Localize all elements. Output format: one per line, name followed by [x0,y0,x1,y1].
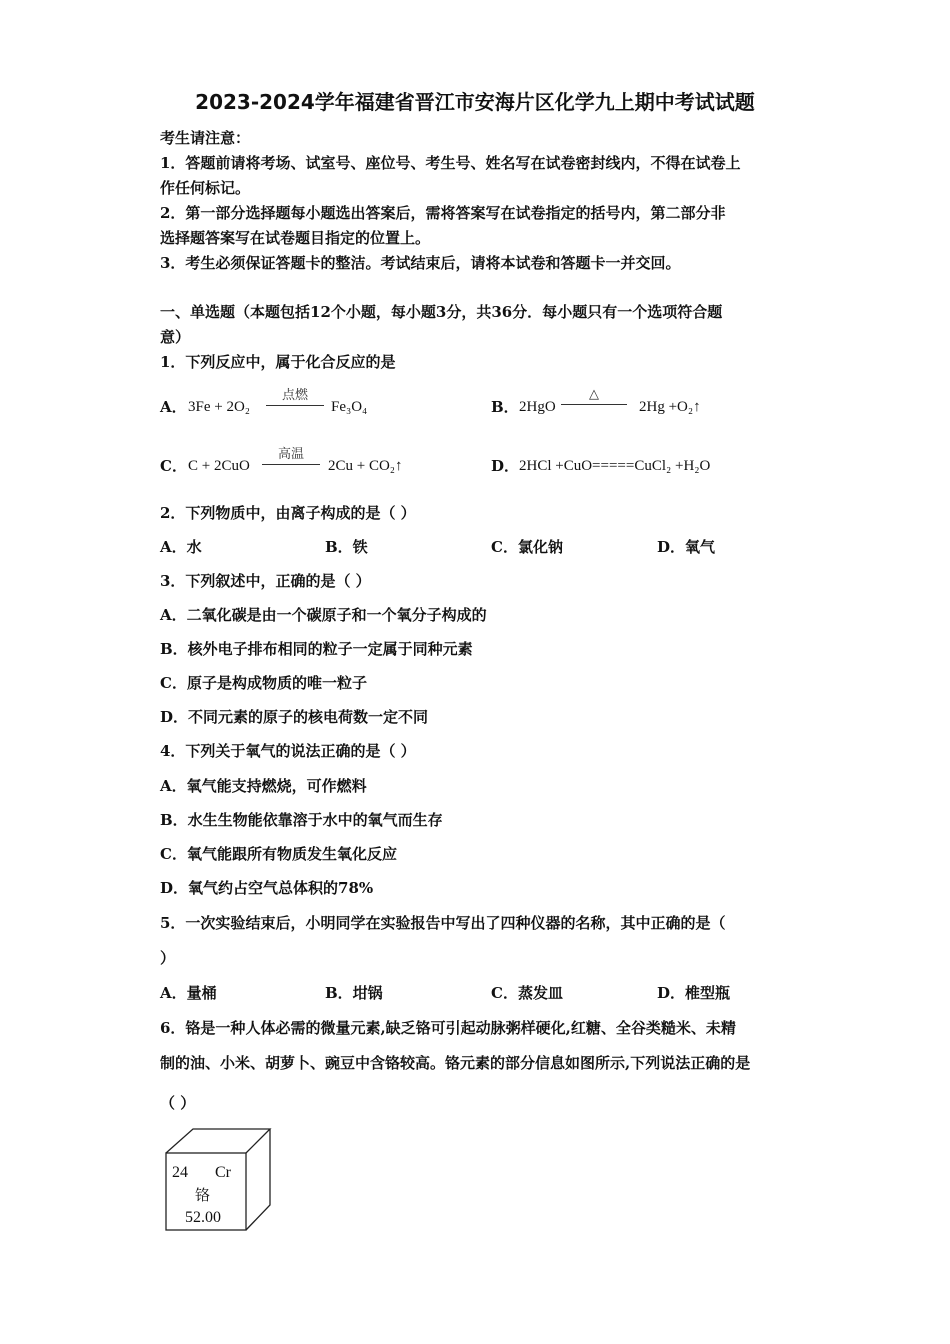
q1-option-d-label: D． [491,457,520,475]
q1-option-a-label: A． [160,398,187,416]
element-atomic-number: 24 [172,1164,188,1181]
q4-option-a: A．氧气能支持燃烧，可作燃料 [160,777,367,795]
q1-option-b-label: B． [491,398,519,416]
element-symbol: Cr [215,1164,231,1181]
q2-option-a: A．水 [160,538,202,556]
element-name: 铬 [195,1186,211,1204]
q1-option-b-condition: △ [589,387,599,402]
question-2-stem: 2．下列物质中，由离子构成的是（ ） [160,504,416,522]
question-4-stem: 4．下列关于氧气的说法正确的是（ ） [160,742,416,760]
q5-option-d: D．椎型瓶 [657,984,731,1002]
q4-option-b: B．水生生物能依靠溶于水中的氧气而生存 [160,811,443,829]
q1-option-a-reactants: 3Fe + 2O₂ [188,399,251,415]
q5-option-b: B．坩锅 [325,984,383,1002]
q4-option-c: C．氧气能跟所有物质发生氧化反应 [160,845,397,863]
q2-option-d: D．氧气 [657,538,716,556]
q1-option-c-label: C． [160,457,187,475]
chromium-element-card [160,1125,275,1237]
question-5-stem-line-1: 5．一次实验结束后，小明同学在实验报告中写出了四种仪器的名称，其中正确的是（ [160,914,726,932]
notice-line-1: 1．答题前请将考场、试室号、座位号、考生号、姓名写在试卷密封线内，不得在试卷上 [160,154,741,172]
q1-option-c-condition: 高温 [277,447,304,462]
question-3-stem: 3．下列叙述中，正确的是（ ） [160,572,371,590]
notice-line-3: 2．第一部分选择题每小题选出答案后，需将答案写在试卷指定的括号内，第二部分非 [160,204,726,222]
q3-option-d: D．不同元素的原子的核电荷数一定不同 [160,708,429,726]
q3-option-a: A．二氧化碳是由一个碳原子和一个氧分子构成的 [160,606,487,624]
exam-title: 2023-2024学年福建省晋江市安海片区化学九上期中考试试题 [195,90,755,114]
q2-option-c: C．氯化钠 [491,538,563,556]
q2-option-b: B．铁 [325,538,368,556]
question-5-stem-line-2: ） [160,949,176,967]
question-1-stem: 1．下列反应中，属于化合反应的是 [160,353,396,371]
q4-option-d: D．氧气约占空气总体积的78% [160,879,374,897]
q3-option-b: B．核外电子排布相同的粒子一定属于同种元素 [160,640,473,658]
q1-option-a-condition: 点燃 [281,388,308,403]
notice-line-5: 3．考生必须保证答题卡的整洁。考试结束后，请将本试卷和答题卡一并交回。 [160,254,681,272]
section-heading-line-2: 意） [160,328,191,346]
section-heading-line-1: 一、单选题（本题包括12个小题，每小题3分，共36分．每小题只有一个选项符合题 [160,303,723,321]
notice-line-4: 选择题答案写在试卷题目指定的位置上。 [160,229,431,247]
q5-option-a: A．量桶 [160,984,217,1002]
q1-option-a-products: Fe₃O₄ [331,399,368,415]
q1-option-c-products: 2Cu + CO₂↑ [328,458,403,474]
q5-option-c: C．蒸发皿 [491,984,563,1002]
element-atomic-mass: 52.00 [185,1209,221,1226]
q1-option-c-equals-sign [262,464,320,465]
q1-option-a-equals-sign [266,405,324,406]
q1-option-b-equals-sign [561,404,627,405]
question-6-stem-line-1: 6．铬是一种人体必需的微量元素,缺乏铬可引起动脉粥样硬化,红糖、全谷类糙米、未精 [160,1019,736,1037]
q1-option-d-equation: 2HCl +CuO=====CuCl₂ +H₂O [519,458,711,474]
q1-option-c-reactants: C + 2CuO [188,458,250,474]
question-6-stem-line-3: （ ） [160,1094,196,1112]
q1-option-b-reactants: 2HgO [519,399,556,415]
question-6-stem-line-2: 制的油、小米、胡萝卜、豌豆中含铬较高。铬元素的部分信息如图所示,下列说法正确的是 [160,1054,751,1072]
notice-line-2: 作任何标记。 [160,179,251,197]
q3-option-c: C．原子是构成物质的唯一粒子 [160,674,367,692]
q1-option-b-products: 2Hg +O₂↑ [639,399,701,415]
notice-heading: 考生请注意： [160,129,251,147]
